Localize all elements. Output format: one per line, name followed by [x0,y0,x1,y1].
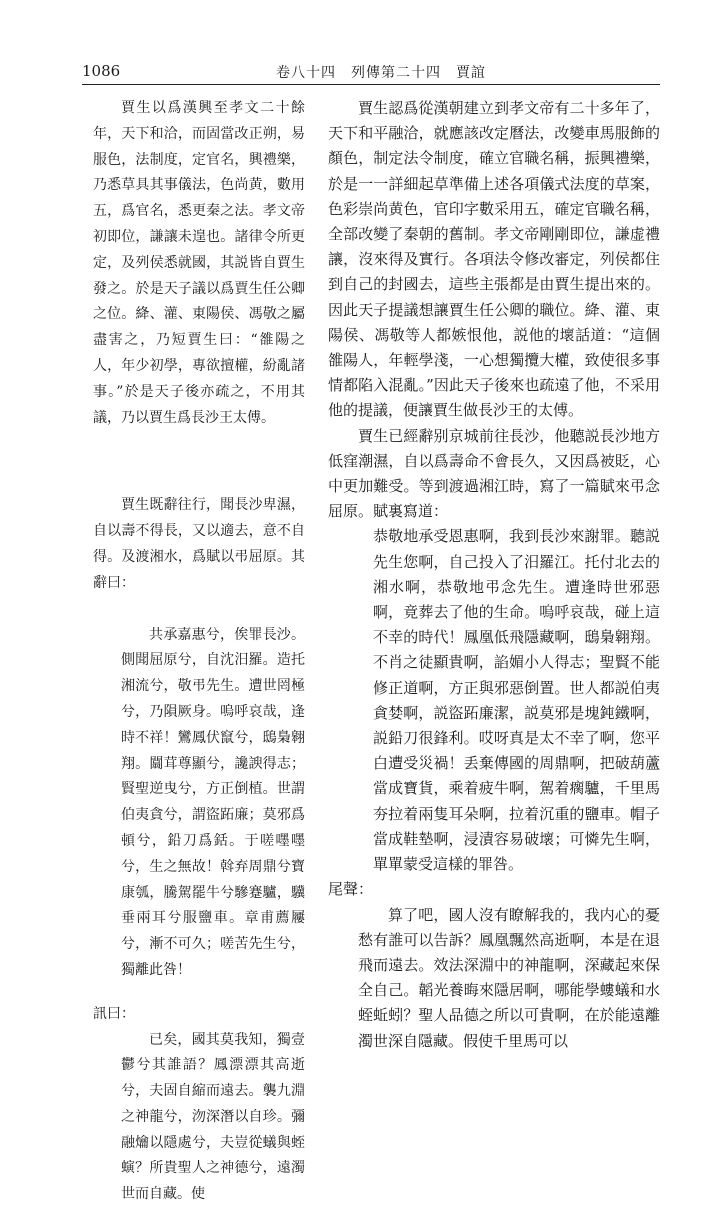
translation-weisheng-label: 尾聲： [328,877,660,902]
page-number: 1086 [82,62,120,80]
original-paragraph-1: 賈生以爲漢興至孝文二十餘年，天下和洽，而固當改正朔，易服色，法制度，定官名，興禮樂，乃悉草具其事儀法，色尚黄，數用五，爲官名，悉更秦之法。孝文帝初即位，謙讓未遑也。諸律令所更定，及列侯悉就國，其説皆自賈生發之。於是天子議以爲賈生任公卿之位。絳、灌、東陽侯、馮敬之屬盡害之，乃短賈生曰：“雒陽之人，年少初學，專欲擅權，紛亂諸事。”於是天子後亦疏之，不用其議，乃以賈生爲長沙王太傅。 [93,96,305,431]
original-paragraph-2: 賈生既辭往行，聞長沙卑濕，自以壽不得長，又以適去，意不自得。及渡湘水，爲賦以弔屈原。其辭曰： [93,493,305,596]
original-text-column [93,96,305,1208]
translation-column [328,96,660,1054]
original-xun-label: 訊曰： [93,1002,305,1028]
header-rule [82,84,660,85]
original-fu-verse: 共承嘉惠兮，俟罪長沙。側聞屈原兮，自沈汨羅。造托湘流兮，敬弔先生。遭世罔極兮，乃隕厥身。嗚呼哀哉，逢時不祥！鸞鳳伏竄兮，鴟梟翱翔。闒茸尊顯兮，讒諛得志；賢聖逆曳兮，方正倒植。世謂伯夷貪兮，謂盜跖廉；莫邪爲頓兮，鉛刀爲銛。于嗟嚜嚜兮，生之無故！斡弃周鼎兮寶康瓠，騰駕罷牛兮驂蹇驢，驥垂兩耳兮服鹽車。章甫薦屨兮，漸不可久；嗟苦先生兮，獨離此咎！ [93,623,305,984]
running-title: 卷八十四 列傳第二十四 賈誼 [276,62,486,82]
translation-fu-verse: 恭敬地承受恩惠啊，我到長沙來謝罪。聽説先生您啊，自己投入了汨羅江。托付北去的湘水啊，恭敬地弔念先生。遭逢時世邪惡啊，竟葬去了他的生命。嗚呼哀哉，碰上這不幸的時代！鳳凰低飛隱藏啊，鴟梟翱翔。不肖之徒顯貴啊，諂媚小人得志；聖賢不能修正道啊，方正與邪惡倒置。世人都説伯夷貪婪啊，説盜跖廉潔，説莫邪是塊鈍鐵啊，説鉛刀很鋒利。哎呀真是太不幸了啊，您平白遭受災禍！丢棄傳國的周鼎啊，把破葫蘆當成寶貨，乘着疲牛啊，駕着瘸驢，千里馬夯拉着兩隻耳朵啊，拉着沉重的鹽車。帽子當成鞋墊啊，浸漬容易破壞；可憐先生啊，單單蒙受這樣的罪咎。 [328,524,660,877]
original-xun-verse: 已矣，國其莫我知，獨壹鬱兮其誰語？鳳漂漂其高逝兮，夫固自縮而遠去。襲九淵之神龍兮，沕深潛以自珍。彌融爚以隱處兮，夫豈從蟻與蛭螾？所貴聖人之神德兮，遠濁世而自藏。使 [93,1028,305,1208]
page-header [82,62,660,84]
translation-weisheng-verse: 算了吧，國人沒有瞭解我的，我内心的憂愁有誰可以告訴？鳳凰飄然高逝啊，本是在退飛而遠去。效法深淵中的神龍啊，深藏起來保全自己。韜光養晦來隱居啊，哪能學螻蟻和水蛭蚯蚓？聖人品德之所以可貴啊，在於能遠離濁世深自隱藏。假使千里馬可以 [328,903,660,1054]
translation-paragraph-2: 賈生已經辭别京城前往長沙，他聽説長沙地方低窪潮濕，自以爲壽命不會長久，又因爲被貶，心中更加難受。等到渡過湘江時，寫了一篇賦來弔念屈原。賦裏寫道： [328,424,660,525]
translation-paragraph-1: 賈生認爲從漢朝建立到孝文帝有二十多年了，天下和平融洽，就應該改定曆法，改變車馬服飾的顏色，制定法令制度，確立官職名稱，振興禮樂，於是一一詳細起草準備上述各項儀式法度的草案，色彩崇尚黄色，官印字數采用五，確定官職名稱，全部改變了秦朝的舊制。孝文帝剛剛即位，謙虚禮讓，沒來得及實行。各項法令修改審定，列侯都住到自己的封國去，這些主張都是由賈生提出來的。因此天子提議想讓賈生任公卿的職位。絳、灌、東陽侯、馮敬等人都嫉恨他，説他的壞話道：“這個雒陽人，年輕學淺，一心想獨攬大權，致使很多事情都陷入混亂。”因此天子後來也疏遠了他，不采用他的提議，便讓賈生做長沙王的太傅。 [328,96,660,424]
